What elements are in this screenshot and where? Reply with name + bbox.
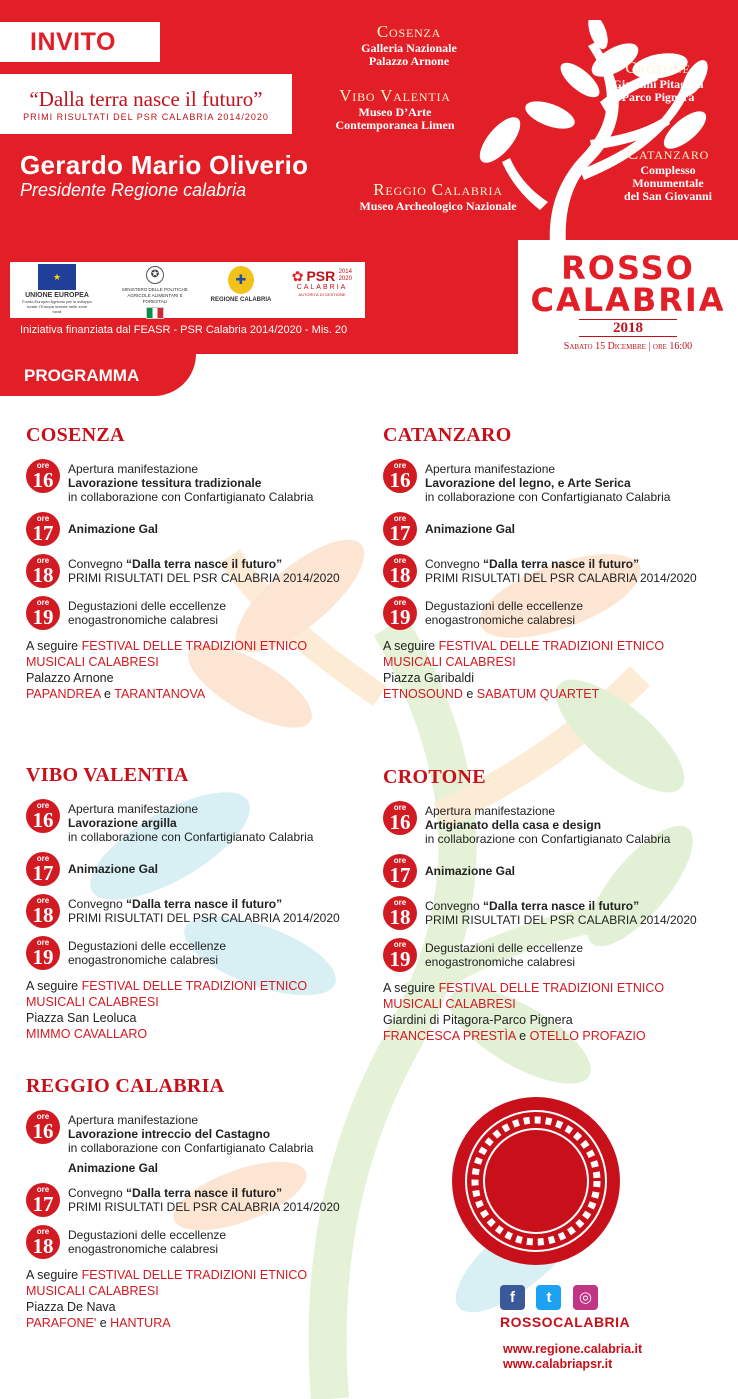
quote-title: “Dalla terra nasce il futuro” bbox=[29, 87, 263, 111]
program-slot: ore 17 Animazione Gal bbox=[26, 512, 366, 546]
social-handle: ROSSOCALABRIA bbox=[500, 1314, 631, 1330]
invito-label: INVITO bbox=[0, 22, 160, 62]
hour-badge: ore 18 bbox=[383, 896, 417, 930]
psr-logo: ✿ PSR 2014 2020 CALABRIA AUTORITÀ DI GESTIONE bbox=[291, 267, 352, 297]
hour-badge: ore 19 bbox=[26, 596, 60, 630]
brand-title-line1: ROSSO bbox=[561, 249, 695, 287]
program-slot: ore 18 Convegno “Dalla terra nasce il futuro” PRIMI RISULTATI DEL PSR CALABRIA 2014/2020 bbox=[26, 554, 366, 588]
instagram-icon[interactable]: ◎ bbox=[573, 1285, 598, 1310]
header-banner bbox=[0, 0, 738, 354]
hour-badge: ore 18 bbox=[26, 1225, 60, 1259]
program-slot: ore 16 Apertura manifestazione Lavorazione argilla in collaborazione con Confartigianato Calabria bbox=[26, 799, 366, 844]
program-slot: ore 16 Apertura manifestazione Lavorazione del legno, e Arte Serica in collaborazione con Confartigianato Calabria bbox=[383, 459, 723, 504]
brand-panel bbox=[518, 240, 738, 354]
sponsor-logos bbox=[10, 262, 365, 318]
program-slot: ore 17 Convegno “Dalla terra nasce il futuro” PRIMI RISULTATI DEL PSR CALABRIA 2014/2020 bbox=[26, 1183, 366, 1217]
program-slot: ore 17 Animazione Gal bbox=[383, 854, 723, 888]
president-role: Presidente Regione calabria bbox=[20, 180, 247, 200]
flower-icon: ✿ bbox=[291, 267, 304, 284]
republic-emblem-icon: ✪ bbox=[146, 266, 164, 284]
twitter-icon[interactable]: t bbox=[536, 1285, 561, 1310]
program-follow: A seguire FESTIVAL DELLE TRADIZIONI ETNICO MUSICALI CALABRESI Piazza San Leoluca MIMMO CAVALLARO bbox=[26, 979, 308, 1041]
hour-badge: ore 16 bbox=[26, 1110, 60, 1144]
program-slot: ore 19 Degustazioni delle eccellenze enogastronomiche calabresi bbox=[26, 596, 366, 630]
program-cosenza bbox=[26, 424, 366, 702]
program-city-title: VIBO VALENTIA bbox=[26, 764, 189, 786]
city-reggio-calabria: Reggio Calabria Museo Archeologico Nazionale bbox=[359, 180, 517, 213]
program-slot: ore 18 Convegno “Dalla terra nasce il futuro” PRIMI RISULTATI DEL PSR CALABRIA 2014/2020 bbox=[383, 554, 723, 588]
hour-badge: ore 19 bbox=[26, 936, 60, 970]
hour-badge: ore 16 bbox=[26, 799, 60, 833]
calabria-shield-icon: ✚ bbox=[228, 266, 254, 294]
hour-badge: ore 17 bbox=[26, 512, 60, 546]
hour-badge: ore 17 bbox=[26, 852, 60, 886]
program-slot: ore 18 Degustazioni delle eccellenze enogastronomiche calabresi bbox=[26, 1225, 366, 1259]
website-link-regione[interactable]: www.regione.calabria.it bbox=[503, 1342, 643, 1356]
city-catanzaro: Catanzaro Complesso Monumentale del San Giovanni bbox=[623, 144, 713, 203]
program-slot: ore 18 Convegno “Dalla terra nasce il futuro” PRIMI RISULTATI DEL PSR CALABRIA 2014/2020 bbox=[383, 896, 723, 930]
program-city-title: COSENZA bbox=[26, 424, 125, 446]
italy-flag-icon bbox=[146, 307, 164, 319]
brand-title-line2: CALABRIA bbox=[530, 281, 726, 319]
greek-key-pattern-icon bbox=[452, 1097, 620, 1265]
hour-badge: ore 18 bbox=[383, 554, 417, 588]
event-date: Sabato 15 Dicembre | ore 16:00 bbox=[563, 341, 693, 352]
hour-badge: ore 16 bbox=[26, 459, 60, 493]
program-slot: ore 16 Apertura manifestazione Artigianato della casa e design in collaborazione con Confartigianato Calabria bbox=[383, 801, 723, 846]
program-city-title: REGGIO CALABRIA bbox=[26, 1075, 225, 1097]
program-city-title: CATANZARO bbox=[383, 424, 512, 446]
brand-year: 2018 bbox=[579, 319, 677, 337]
hour-badge: ore 16 bbox=[383, 801, 417, 835]
city-cosenza: Cosenza Galleria Nazionale Palazzo Arnone bbox=[361, 22, 457, 68]
quote-subtitle: PRIMI RISULTATI DEL PSR CALABRIA 2014/2020 bbox=[23, 112, 269, 122]
program-follow: A seguire FESTIVAL DELLE TRADIZIONI ETNICO MUSICALI CALABRESI Piazza De Nava PARAFONE' e HANTURA bbox=[26, 1268, 308, 1330]
eu-logo: ★ UNIONE EUROPEA Fondo Europeo Agricolo per lo sviluppo rurale: l'Europa investe nelle zone rurali bbox=[22, 264, 92, 314]
sponsor-panel bbox=[0, 240, 518, 354]
eu-flag-icon: ★ bbox=[38, 264, 76, 290]
program-follow: A seguire FESTIVAL DELLE TRADIZIONI ETNICO MUSICALI CALABRESI Piazza Garibaldi ETNOSOUND e SABATUM QUARTET bbox=[383, 639, 665, 701]
hour-badge: ore 17 bbox=[26, 1183, 60, 1217]
city-vibo-valentia: Vibo Valentia Museo D’Arte Contemporanea Limen bbox=[335, 86, 455, 132]
program-slot: ore 16 Apertura manifestazione Lavorazione tessitura tradizionale in collaborazione con Confartigianato Calabria bbox=[26, 459, 366, 504]
program-reggio-calabria bbox=[26, 1075, 366, 1331]
program-slot: ore 19 Degustazioni delle eccellenze enogastronomiche calabresi bbox=[26, 936, 366, 970]
program-vibo-valentia bbox=[26, 764, 366, 1042]
hour-badge: ore 19 bbox=[383, 938, 417, 972]
website-link-psr[interactable]: www.calabriapsr.it bbox=[503, 1357, 613, 1371]
program-crotone bbox=[383, 766, 723, 1044]
social-icons bbox=[500, 1285, 605, 1310]
program-city-title: CROTONE bbox=[383, 766, 486, 788]
city-venues bbox=[318, 22, 728, 232]
program-slot: ore 17 Animazione Gal bbox=[383, 512, 723, 546]
quote-box bbox=[0, 74, 292, 134]
facebook-icon[interactable]: f bbox=[500, 1285, 525, 1310]
financing-note: Iniziativa finanziata dal FEASR - PSR Calabria 2014/2020 - Mis. 20 bbox=[20, 324, 348, 336]
program-slot: ore 19 Degustazioni delle eccellenze enogastronomiche calabresi bbox=[383, 596, 723, 630]
program-slot: ore 19 Degustazioni delle eccellenze enogastronomiche calabresi bbox=[383, 938, 723, 972]
hour-badge: ore 17 bbox=[383, 512, 417, 546]
hour-badge: ore 16 bbox=[383, 459, 417, 493]
hour-badge: ore 18 bbox=[26, 894, 60, 928]
city-crotone: Crotone Giardini Pitagora Parco Pignera bbox=[612, 58, 704, 104]
hour-badge: ore 19 bbox=[383, 596, 417, 630]
program-follow: A seguire FESTIVAL DELLE TRADIZIONI ETNICO MUSICALI CALABRESI Giardini di Pitagora-Parco Pignera FRANCESCA PRESTÌA e OTELLO PROFAZIO bbox=[383, 981, 665, 1043]
hour-badge: ore 17 bbox=[383, 854, 417, 888]
program-slot: ore 16 Apertura manifestazione Lavorazione intreccio del Castagno in collaborazione con Confartigianato Calabria Animazione Gal bbox=[26, 1110, 366, 1175]
program-follow: A seguire FESTIVAL DELLE TRADIZIONI ETNICO MUSICALI CALABRESI Palazzo Arnone PAPANDREA e TARANTANOVA bbox=[26, 639, 308, 701]
program-slot: ore 18 Convegno “Dalla terra nasce il futuro” PRIMI RISULTATI DEL PSR CALABRIA 2014/2020 bbox=[26, 894, 366, 928]
regione-calabria-logo: ✚ REGIONE CALABRIA bbox=[206, 264, 276, 304]
hour-badge: ore 18 bbox=[26, 554, 60, 588]
program-slot: ore 17 Animazione Gal bbox=[26, 852, 366, 886]
programma-heading: PROGRAMMA bbox=[0, 354, 196, 396]
mipaaf-logo: ✪ MINISTERO DELLE POLITICHE AGRICOLE ALIMENTARI E FORESTALI bbox=[115, 264, 195, 319]
program-catanzaro bbox=[383, 424, 723, 702]
president-name: Gerardo Mario Oliverio bbox=[20, 150, 309, 180]
greek-key-medallion bbox=[452, 1097, 620, 1265]
